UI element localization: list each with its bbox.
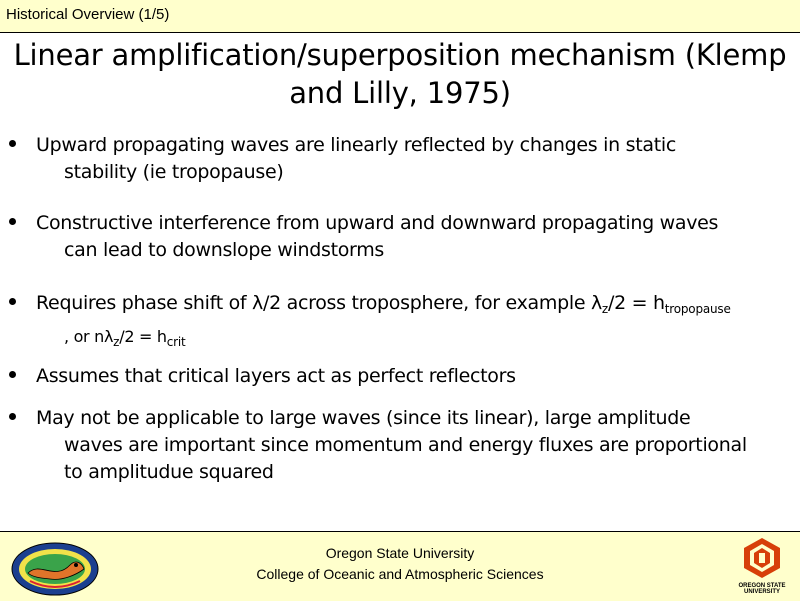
subscript: z: [601, 302, 609, 316]
bullet-line: to amplitudue squared: [64, 461, 274, 483]
bullet-dot-icon: [9, 140, 16, 147]
header-bar: [0, 0, 800, 33]
bullet-line: [36, 323, 796, 356]
bullet-text: [36, 210, 796, 264]
text-run: /2 across troposphere, for example: [263, 292, 591, 314]
osu-logo: [733, 535, 791, 599]
bullet-text: [36, 132, 796, 186]
bullet-dot-icon: [9, 218, 16, 225]
slide-title: [0, 36, 800, 112]
footer-bar: [0, 531, 800, 601]
subscript: tropopause: [664, 302, 731, 316]
bullet-dot-icon: [9, 413, 16, 420]
bullet-line: can lead to downslope windstorms: [64, 239, 385, 261]
lambda-symbol: λ: [103, 327, 114, 346]
bullet-line: stability (ie tropopause): [64, 161, 284, 183]
bullet-text: [36, 363, 796, 390]
bullet-line: waves are important since momentum and energy fluxes are proportional: [64, 434, 747, 456]
footer-college: College of Oceanic and Atmospheric Sciences: [256, 566, 544, 582]
osu-logo-text-1: OREGON STATE: [738, 583, 786, 589]
bullet-line: May not be applicable to large waves (since its linear), large amplitude: [36, 407, 691, 429]
bullet-dot-icon: [9, 371, 16, 378]
bullet-text: [36, 290, 796, 356]
bullet-line: Upward propagating waves are linearly reflected by changes in static: [36, 134, 676, 156]
title-line-1: Linear amplification/superposition mechanism (Klemp: [13, 38, 787, 72]
footer-university: Oregon State University: [325, 545, 475, 561]
bullet-line: Constructive interference from upward and downward propagating waves: [36, 212, 719, 234]
text-run: , or n: [64, 327, 104, 346]
title-line-2: and Lilly, 1975): [289, 76, 511, 110]
bullet-line: Assumes that critical layers act as perfect reflectors: [36, 365, 516, 387]
osu-logo-text-2: UNIVERSITY: [743, 589, 780, 595]
text-run: /2 = h: [119, 327, 167, 346]
subscript: crit: [166, 335, 186, 349]
subscript: z: [113, 335, 120, 349]
lambda-symbol: λ: [252, 292, 263, 314]
osu-shield-icon: [733, 535, 791, 579]
text-run: /2 = h: [608, 292, 665, 314]
section-label: Historical Overview (1/5): [6, 6, 170, 23]
bullet-text: [36, 405, 796, 486]
bullet-dot-icon: [9, 298, 16, 305]
lambda-symbol: λ: [590, 292, 602, 314]
text-run: Requires phase shift of: [36, 292, 253, 314]
